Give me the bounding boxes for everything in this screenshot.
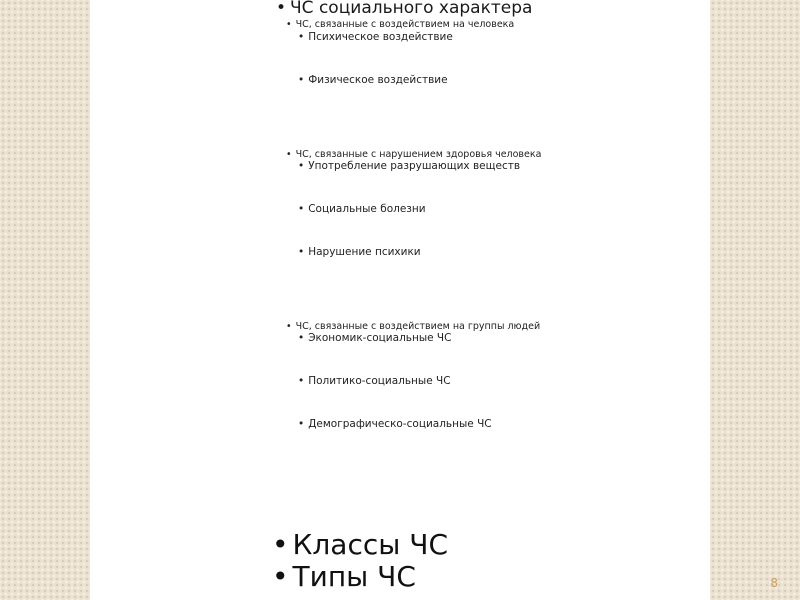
bullet-icon: • [298, 74, 305, 86]
list-item: • Экономик-социальные ЧС [298, 332, 452, 344]
page-number: 8 [770, 576, 778, 590]
list-item: • Физическое воздействие [298, 74, 448, 86]
bullet-icon: • [298, 246, 305, 258]
list-item: • Употребление разрушающих веществ [298, 160, 521, 172]
list-item: • Нарушение психики [298, 246, 421, 258]
classes-heading: • Классы ЧС [272, 528, 448, 561]
bullet-icon: • [286, 321, 292, 332]
group-label: • ЧС, связанные с нарушением здоровья человека [286, 149, 542, 160]
list-item: • Психическое воздействие [298, 31, 453, 43]
bullet-icon: • [298, 160, 305, 172]
right-decorative-panel [710, 0, 800, 600]
list-item: • Политико-социальные ЧС [298, 375, 451, 387]
slide-title: • ЧС социального характера [276, 0, 533, 18]
bullet-icon: • [286, 19, 292, 30]
list-item: • Демографическо-социальные ЧС [298, 418, 492, 430]
bullet-icon: • [272, 560, 289, 593]
group-label: • ЧС, связанные с воздействием на человека [286, 19, 515, 30]
types-heading: • Типы ЧС [272, 560, 416, 593]
bullet-icon: • [298, 332, 305, 344]
bullet-icon: • [298, 418, 305, 430]
bullet-icon: • [276, 0, 287, 18]
list-item: • Социальные болезни [298, 203, 426, 215]
bullet-icon: • [298, 31, 305, 43]
bullet-icon: • [286, 149, 292, 160]
left-decorative-panel [0, 0, 90, 600]
bullet-icon: • [298, 375, 305, 387]
bullet-icon: • [298, 203, 305, 215]
bullet-icon: • [272, 528, 289, 561]
group-label: • ЧС, связанные с воздействием на группы людей [286, 321, 541, 332]
